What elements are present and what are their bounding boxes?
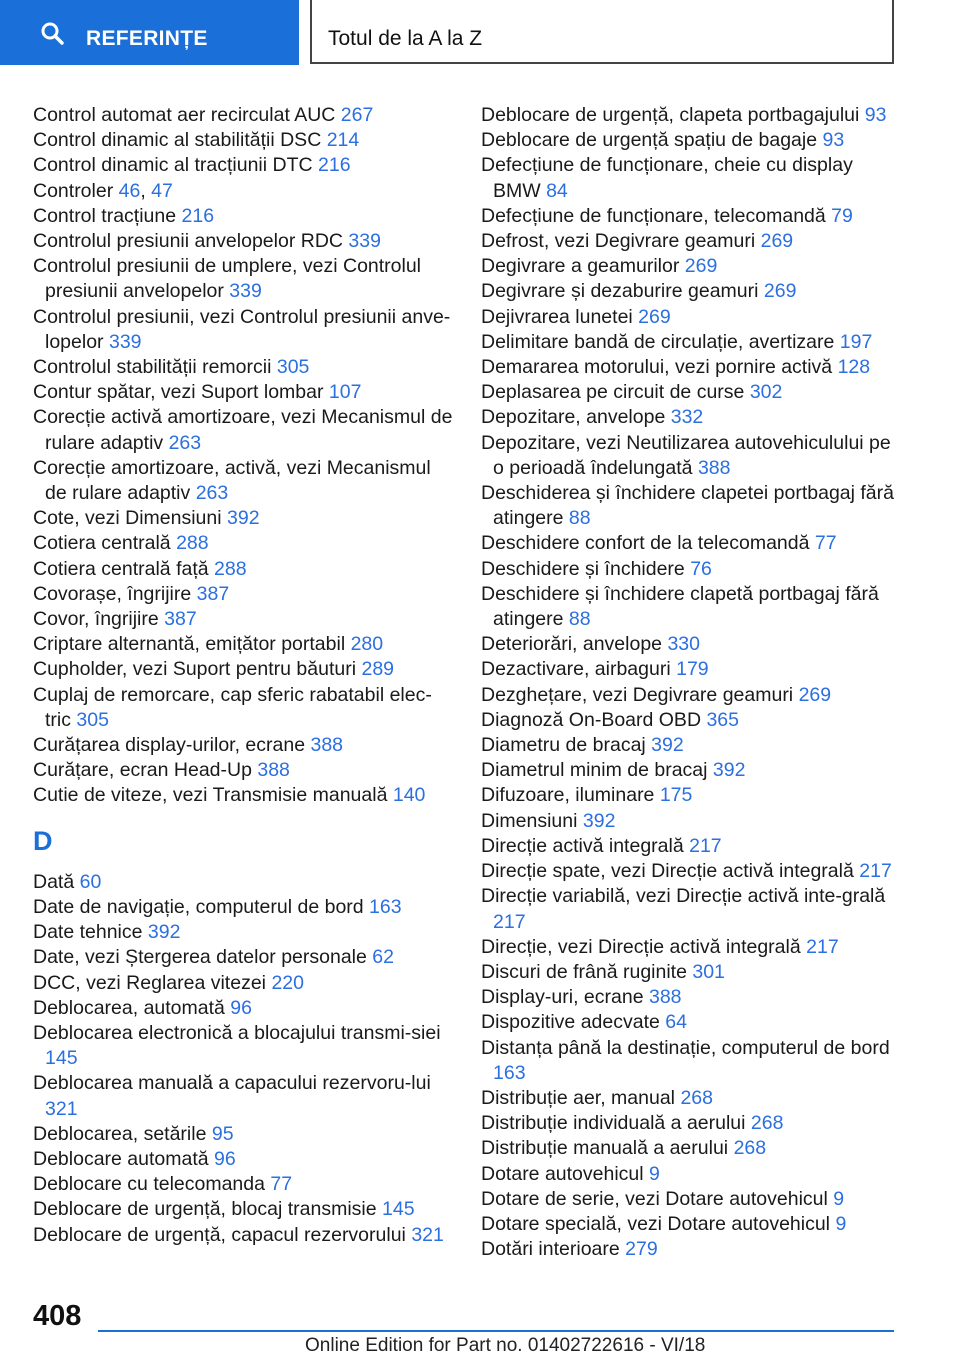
index-entry-text: Deblocare cu telecomanda: [33, 1173, 265, 1196]
index-entry-text: Direcție activă integrală: [481, 834, 684, 857]
page-link[interactable]: 64: [665, 1011, 687, 1034]
index-entry-text: Controlul stabilității remorcii: [33, 356, 272, 379]
page-link[interactable]: 269: [763, 280, 797, 303]
page-link[interactable]: 9: [649, 1162, 660, 1185]
index-entry-text: Controler: [33, 179, 114, 202]
index-entry: [33, 506, 453, 531]
index-entry: [481, 783, 901, 808]
page-link[interactable]: 392: [227, 507, 260, 530]
page-link[interactable]: 288: [176, 532, 209, 555]
index-entry-text: Distribuție individuală a aerului: [481, 1112, 746, 1135]
references-tab-label: REFERINȚE: [86, 27, 208, 50]
index-entry: [481, 985, 901, 1010]
index-entry: [33, 1172, 453, 1197]
index-entry-text: Corecție amortizoare, activă, vezi Mecanismul de rulare adaptiv: [33, 456, 431, 505]
index-entry: [33, 355, 453, 380]
index-entry: [33, 1197, 453, 1222]
index-entry: [33, 683, 453, 733]
page-link[interactable]: 220: [271, 971, 304, 994]
chapter-title: Totul de la A la Z: [328, 27, 483, 50]
index-entry-text: Controlul presiunii, vezi Controlul presiunii anve-lopelor: [33, 305, 451, 353]
page-link[interactable]: 216: [181, 204, 215, 227]
page-link[interactable]: 107: [328, 381, 362, 404]
page-link[interactable]: 267: [340, 104, 374, 126]
index-entry: [33, 380, 453, 405]
page-link[interactable]: 76: [690, 557, 712, 580]
index-entry: [481, 153, 901, 203]
index-entry-text: Deblocarea, automată: [33, 996, 225, 1019]
index-entry-text: Cupholder, vezi Suport pentru băuturi: [33, 658, 357, 681]
page-link[interactable]: 216: [318, 154, 351, 177]
index-entry-text: Defecțiune de funcționare, telecomandă: [481, 204, 826, 227]
index-entry-text: Controlul presiunii anvelopelor RDC: [33, 230, 343, 253]
index-entry-text: Diametru de bracaj: [481, 734, 646, 757]
index-entry: [33, 229, 453, 254]
page-link[interactable]: 140: [392, 784, 426, 807]
index-entry-text: Covorașe, îngrijire: [33, 582, 192, 605]
index-entry-text: Direcție variabilă, vezi Direcție activă inte-grală: [481, 885, 886, 908]
index-entry: [481, 1036, 901, 1086]
index-entry: [33, 153, 453, 178]
page-link[interactable]: 305: [276, 356, 310, 379]
index-entry-text: Dotări interioare: [481, 1238, 620, 1261]
index-entry: [481, 1010, 901, 1035]
page-link[interactable]: 301: [692, 960, 725, 983]
index-entry-text: Deblocare de urgență, capacul rezervorului: [33, 1223, 406, 1246]
index-entry: [33, 1147, 453, 1172]
index-entry-text: Cotiera centrală: [33, 532, 171, 555]
page-link[interactable]: 279: [625, 1238, 658, 1261]
index-entry-text: Dotare autovehicul: [481, 1162, 644, 1185]
index-entry: [481, 1086, 901, 1111]
index-entry-text: Deschidere și închidere clapetă portbagaj fără atingere: [481, 582, 879, 631]
index-entry-text: Curățarea display-urilor, ecrane: [33, 734, 306, 757]
index-entry-text: Display-uri, ecrane: [481, 986, 644, 1009]
page-link[interactable]: 388: [310, 734, 344, 757]
index-entry-text: Cutie de viteze, vezi Transmisie manuală: [33, 784, 388, 807]
page-link[interactable]: 263: [168, 431, 202, 454]
page-link[interactable]: 392: [582, 809, 616, 832]
index-entry-text: Date, vezi Ștergerea datelor personale: [33, 946, 367, 969]
index-column-right: [481, 103, 901, 1262]
index-entry: [33, 996, 453, 1021]
index-entry: [33, 582, 453, 607]
index-entry-text: Deteriorări, anvelope: [481, 633, 663, 656]
index-entry-text: Deblocarea manuală a capacului rezervoru-lui: [33, 1072, 431, 1095]
page-link[interactable]: 128: [837, 356, 871, 379]
page-link[interactable]: 269: [638, 305, 671, 328]
index-entry: [33, 895, 453, 920]
index-entry: [33, 456, 453, 506]
index-entry-text: Discuri de frână ruginite: [481, 960, 687, 983]
index-entry: [33, 204, 453, 229]
index-entry: [33, 783, 453, 808]
page-link[interactable]: 339: [229, 280, 262, 303]
page-link[interactable]: 47: [151, 179, 173, 202]
page-link[interactable]: 339: [348, 230, 381, 253]
index-entry-text: Corecție activă amortizoare, vezi Mecanismul de rulare adaptiv: [33, 406, 453, 454]
page-link[interactable]: 392: [147, 921, 181, 944]
page-link[interactable]: 269: [684, 255, 718, 278]
chapter-title-box: [310, 0, 894, 64]
index-entry: [33, 128, 453, 153]
index-entry: Controler 46, 47: [33, 179, 173, 202]
page-link[interactable]: 269: [798, 683, 832, 706]
page-link[interactable]: 163: [369, 895, 402, 918]
page-link[interactable]: 214: [326, 129, 360, 152]
page-link[interactable]: 392: [651, 734, 684, 757]
index-entry: [481, 1162, 901, 1187]
index-entry: [481, 582, 901, 632]
index-entry: [33, 531, 453, 556]
page-link[interactable]: 96: [230, 996, 252, 1019]
index-entry-text: Contur spătar, vezi Suport lombar: [33, 381, 324, 404]
page-link[interactable]: 388: [697, 456, 731, 479]
index-entry: [481, 1212, 901, 1237]
page-link[interactable]: 263: [195, 482, 229, 505]
index-entry: [33, 758, 453, 783]
index-entry-text: Cotiera centrală față: [33, 557, 209, 580]
page-link[interactable]: 9: [835, 1212, 847, 1235]
index-entry: [481, 204, 901, 229]
index-entry-text: Dimensiuni: [481, 809, 578, 832]
index-entry: [33, 1071, 453, 1121]
index-entry-text: Difuzoare, iluminare: [481, 784, 655, 807]
page-link[interactable]: 392: [712, 759, 746, 782]
index-entry: [481, 229, 901, 254]
page-link[interactable]: 365: [706, 708, 739, 731]
index-entry-text: Direcție spate, vezi Direcție activă integrală: [481, 860, 854, 883]
page-link[interactable]: 268: [750, 1112, 784, 1135]
index-entry-text: DCC, vezi Reglarea vitezei: [33, 971, 267, 994]
page-link[interactable]: 84: [546, 179, 568, 202]
page-link[interactable]: 62: [372, 946, 394, 969]
index-entry: [481, 103, 901, 128]
index-entry-text: Degivrare și dezaburire geamuri: [481, 280, 759, 303]
page-link[interactable]: 217: [859, 860, 892, 883]
page-link[interactable]: 93: [864, 104, 887, 126]
page-link[interactable]: 96: [214, 1147, 236, 1170]
index-entry-text: Distribuție manuală a aerului: [481, 1137, 729, 1160]
index-entry-text: Deblocare de urgență, blocaj transmisie: [33, 1198, 377, 1221]
page-link[interactable]: 46: [118, 179, 141, 202]
index-entry-text: Dezghețare, vezi Degivrare geamuri: [481, 683, 794, 706]
index-entry-text: Deschidere și închidere: [481, 557, 685, 580]
index-entry-text: Covor, îngrijire: [33, 608, 159, 631]
page-link[interactable]: 288: [214, 557, 247, 580]
index-entry: [33, 657, 453, 682]
index-entry-text: Diametrul minim de bracaj: [481, 759, 708, 782]
index-entry-text: Defecțiune de funcționare, cheie cu display BMW: [481, 154, 853, 202]
index-entry: [33, 1021, 453, 1071]
index-entry: [481, 254, 901, 279]
index-list-d-continued: [481, 103, 901, 1262]
page-link[interactable]: 289: [361, 658, 395, 681]
index-entry-text: Degivrare a geamurilor: [481, 255, 680, 278]
index-entry: [481, 405, 901, 430]
index-entry: [33, 305, 453, 355]
index-entry: [33, 557, 453, 582]
index-entry-text: Defrost, vezi Degivrare geamuri: [481, 230, 756, 253]
page-link[interactable]: 9: [833, 1187, 845, 1210]
index-entry-text: Deschidere confort de la telecomandă: [481, 532, 810, 555]
search-icon: [40, 21, 64, 45]
index-entry: [481, 1187, 901, 1212]
page-link[interactable]: 197: [839, 330, 873, 353]
index-entry-text: Control dinamic al stabilității DSC: [33, 129, 322, 152]
page-link[interactable]: 305: [76, 708, 109, 731]
index-entry: [481, 279, 901, 304]
index-entry: [481, 657, 901, 682]
index-list-c: [33, 103, 453, 809]
index-entry: [481, 935, 901, 960]
page-link[interactable]: 95: [211, 1122, 234, 1145]
page-link[interactable]: 217: [689, 834, 722, 857]
page-link[interactable]: 179: [676, 658, 709, 681]
index-entry: [33, 405, 453, 455]
index-entry-text: Control dinamic al tracțiunii DTC: [33, 154, 313, 177]
index-entry-text: Depozitare, anvelope: [481, 406, 666, 429]
index-entry: [481, 733, 901, 758]
index-entry-text: Dotare specială, vezi Dotare autovehicul: [481, 1212, 831, 1235]
page-link[interactable]: 217: [806, 935, 839, 958]
page-link[interactable]: 321: [411, 1223, 444, 1246]
page-link[interactable]: 88: [568, 507, 591, 530]
index-entry-text: Diagnoză On-Board OBD: [481, 708, 702, 731]
index-list-d: [33, 870, 453, 1248]
index-entry: [481, 128, 901, 153]
index-entry: [33, 1223, 453, 1248]
index-entry-text: Distribuție aer, manual: [481, 1086, 676, 1109]
page-link[interactable]: 163: [493, 1061, 526, 1084]
index-entry-text: Distanța până la destinație, computerul de bord: [481, 1036, 890, 1059]
index-entry: [481, 557, 901, 582]
page-link[interactable]: 387: [164, 608, 197, 631]
index-entry-text: Deblocarea electronică a blocajului transmi-siei: [33, 1021, 441, 1044]
page-link[interactable]: 79: [831, 204, 853, 227]
index-entry: [33, 920, 453, 945]
page-link[interactable]: 387: [196, 582, 230, 605]
index-entry-text: Controlul presiunii de umplere, vezi Controlul presiunii anvelopelor: [33, 255, 422, 303]
index-entry-text: Cote, vezi Dimensiuni: [33, 507, 222, 530]
index-entry-text: Direcție, vezi Direcție activă integrală: [481, 935, 801, 958]
index-entry-text: Date tehnice: [33, 921, 143, 944]
index-entry-text: Depozitare, vezi Neutilizarea autovehiculului pe o perioadă îndelungată: [481, 431, 891, 479]
index-entry-text: Date de navigație, computerul de bord: [33, 895, 364, 918]
index-entry: [33, 733, 453, 758]
index-entry: [481, 305, 901, 330]
index-entry: [33, 870, 453, 895]
page-link[interactable]: 145: [45, 1047, 78, 1070]
page-link[interactable]: 280: [350, 633, 384, 656]
index-entry: [481, 1111, 901, 1136]
index-entry: [481, 1136, 901, 1161]
index-entry: [481, 1237, 901, 1262]
page-link[interactable]: 88: [568, 608, 591, 631]
page-link[interactable]: 330: [667, 633, 700, 656]
index-entry: [481, 859, 901, 884]
index-entry: [481, 481, 901, 531]
page-link[interactable]: 93: [822, 129, 845, 152]
page-link[interactable]: 302: [749, 381, 783, 404]
index-entry-text: Deblocare automată: [33, 1147, 209, 1170]
index-entry: [33, 254, 453, 304]
page-link[interactable]: 269: [760, 230, 794, 253]
index-entry-text: Dejivrarea lunetei: [481, 305, 633, 328]
page-link[interactable]: 175: [659, 784, 693, 807]
section-letter: D: [33, 825, 53, 856]
index-entry-text: Dispozitive adecvate: [481, 1011, 660, 1034]
index-entry-text: Deschiderea și închidere clapetei portbagaj fără atingere: [481, 482, 894, 530]
references-tab[interactable]: [0, 0, 299, 65]
page-link[interactable]: 321: [45, 1097, 78, 1120]
index-entry-text: Dată: [33, 870, 75, 893]
index-entry: [481, 683, 901, 708]
index-entry-text: Deblocarea, setările: [33, 1122, 207, 1145]
index-entry: [481, 355, 901, 380]
footer-divider: [98, 1330, 894, 1332]
page-link[interactable]: 388: [648, 986, 682, 1009]
index-entry-text: Deplasarea pe circuit de curse: [481, 381, 745, 404]
page-number: 408: [33, 1300, 82, 1332]
footer-edition: Online Edition for Part no. 01402722616 - VI/18: [305, 1335, 706, 1356]
index-entry-text: Deblocare de urgență, clapeta portbagajului: [481, 104, 860, 126]
index-entry-text: Dotare de serie, vezi Dotare autovehicul: [481, 1187, 828, 1210]
page-link[interactable]: 77: [270, 1173, 293, 1196]
index-entry: [481, 758, 901, 783]
page-link[interactable]: 268: [680, 1086, 713, 1109]
index-entry-text: Cuplaj de remorcare, cap sferic rabatabil elec-tric: [33, 683, 432, 731]
index-entry: [481, 708, 901, 733]
page-link[interactable]: 145: [382, 1198, 415, 1221]
index-entry-text: Curățare, ecran Head-Up: [33, 759, 252, 782]
index-entry: [33, 103, 453, 128]
page-link[interactable]: 77: [814, 532, 837, 555]
index-column-left: [33, 103, 453, 1248]
index-entry: [481, 431, 901, 481]
index-entry: [481, 809, 901, 834]
index-entry: [33, 971, 453, 996]
index-entry-text: Dezactivare, airbaguri: [481, 658, 671, 681]
page-link[interactable]: 339: [108, 330, 142, 353]
index-entry-text: Criptare alternantă, emițător portabil: [33, 633, 346, 656]
index-entry: [481, 834, 901, 859]
index-entry-text: Deblocare de urgență spațiu de bagaje: [481, 129, 818, 152]
index-entry: [481, 330, 901, 355]
index-entry-text: Control tracțiune: [33, 204, 177, 227]
index-entry: [33, 1122, 453, 1147]
index-entry-text: Delimitare bandă de circulație, avertizare: [481, 330, 835, 353]
page-link[interactable]: 268: [733, 1137, 767, 1160]
index-entry: [33, 632, 453, 657]
index-entry: [481, 960, 901, 985]
index-entry: [33, 607, 453, 632]
page-link[interactable]: 388: [257, 759, 290, 782]
index-entry-text: Demararea motorului, vezi pornire activă: [481, 356, 833, 379]
index-entry: [481, 531, 901, 556]
index-entry: [33, 945, 453, 970]
index-entry-text: Control automat aer recirculat AUC: [33, 104, 336, 126]
index-entry: [481, 380, 901, 405]
page-link[interactable]: 60: [79, 870, 102, 893]
page-link[interactable]: 217: [493, 910, 526, 933]
index-entry: [481, 884, 901, 934]
page-link[interactable]: 332: [670, 406, 704, 429]
index-entry: [481, 632, 901, 657]
